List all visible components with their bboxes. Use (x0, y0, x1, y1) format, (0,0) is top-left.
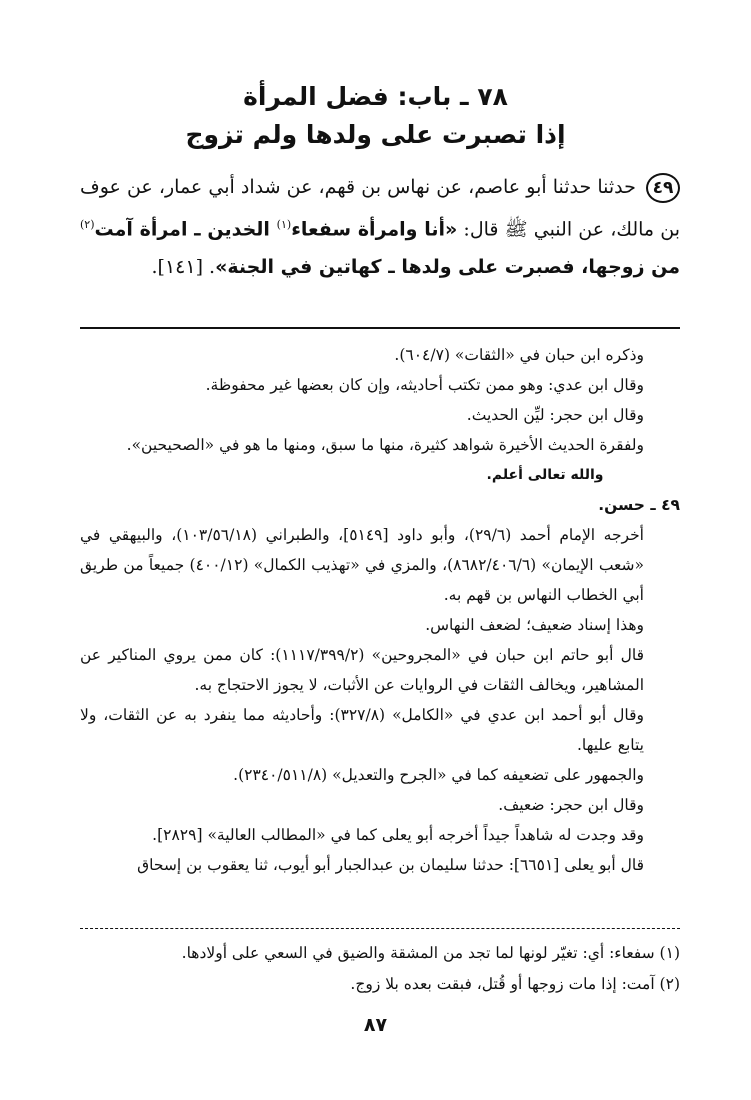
footnote-2: (٢) آمت: إذا مات زوجها أو قُتل، فبقت بعده بلا زوج. (350, 975, 680, 993)
takhrij-paragraph: قال أبو حاتم ابن حبان في «المجروحين» (١١١٧/٣٩٩/٢): كان ممن يروي المناكير عن المشاهير، ويخالف الثقات في الروايات عن الأثبات، لا يجوز الاحتجاج به. (80, 646, 644, 694)
separator-rule (80, 327, 680, 329)
footnote-separator (80, 928, 680, 929)
chapter-title: ٧٨ ـ باب: فضل المرأة (243, 82, 508, 111)
takhrij-paragraph: وقد وجدت له شاهداً جيداً أخرجه أبو يعلى كما في «المطالب العالية» [٢٨٢٩]. (152, 826, 644, 844)
hadith-matn-part2: الخدين ـ امرأة آمت (94, 218, 277, 241)
footnote-ref-1: (١) (276, 218, 292, 231)
takhrij-paragraph: قال أبو يعلى [٦٦٥١]: حدثنا سليمان بن عبدالجبار أبو أيوب، ثنا يعقوب بن إسحاق (137, 856, 644, 874)
takhrij-paragraph: أخرجه الإمام أحمد (٢٩/٦)، وأبو داود [٥١٤٩]، والطبراني (١٠٣/٥٦/١٨)، والبيهقي في «شعب الإيمان» (٨٦٨٢/٤٠٦/٦)، والمزي في «تهذيب الكمال» (٤٠٠/١٢) جميعاً من طريق أبي الخطاب النهاس بن قهم به. (80, 526, 644, 604)
hadith-isnad: حدثنا حدثنا أبو عاصم، عن نهاس بن قهم، عن شداد أبي عمار، عن عوف بن مالك، عن النبي ﷺ قال: (80, 176, 681, 241)
footnote-1: (١) سفعاء: أي: تغيّر لونها لما تجد من المشقة والضيق في السعي على أولادها. (181, 944, 680, 962)
takhrij-paragraph: وقال ابن حجر: ضعيف. (498, 796, 644, 814)
takhrij-paragraph: وهذا إسناد ضعيف؛ لضعف النهاس. (425, 616, 644, 634)
note-line: وذكره ابن حبان في «الثقات» (٦٠٤/٧). (394, 346, 644, 364)
hadith-number-badge: ٤٩ (646, 173, 680, 203)
takhrij-paragraph: وقال أبو أحمد ابن عدي في «الكامل» (٣٢٧/٨): وأحاديثه مما ينفرد به عن الثقات، ولا يتابع عليها. (80, 706, 644, 754)
closing-phrase: والله تعالى أعلم. (486, 467, 604, 483)
hadith-text (80, 168, 680, 286)
commentary (80, 340, 680, 880)
note-line: ولفقرة الحديث الأخيرة شواهد كثيرة، منها ما سبق، ومنها ما هو في «الصحيحين». (126, 436, 644, 454)
grading-heading: ٤٩ ـ حسن. (598, 496, 680, 514)
chapter-heading (80, 78, 671, 154)
page-number: ٨٧ (363, 1014, 388, 1036)
hadith-reference: . [١٤١]. (151, 256, 216, 279)
hadith-matn-part3: من زوجها، فصبرت على ولدها ـ كهاتين في الجنة» (215, 256, 680, 279)
note-line: وقال ابن حجر: ليِّن الحديث. (466, 406, 644, 424)
hadith-matn-part1: «أنا وامرأة سفعاء (291, 218, 458, 241)
footnotes (80, 938, 680, 1000)
note-line: وقال ابن عدي: وهو ممن تكتب أحاديثه، وإن كان بعضها غير محفوظة. (205, 376, 644, 394)
footnote-ref-2: (٢) (80, 218, 95, 231)
chapter-subtitle: إذا تصبرت على ولدها ولم تزوج (185, 120, 566, 149)
takhrij-paragraph: والجمهور على تضعيفه كما في «الجرح والتعديل» (٢٣٤٠/٥١١/٨). (233, 766, 644, 784)
